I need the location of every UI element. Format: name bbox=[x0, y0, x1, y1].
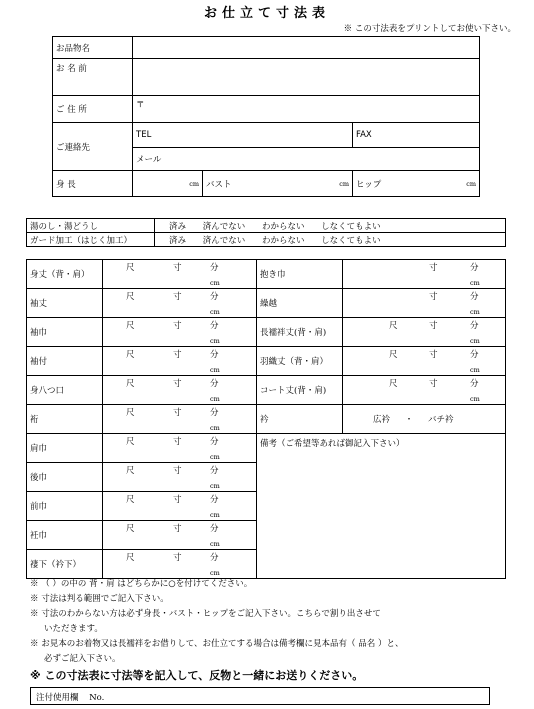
unit-shaku: 尺 bbox=[126, 524, 135, 534]
product-name-label: お品物名 bbox=[53, 37, 133, 59]
unit-sun: 寸 bbox=[173, 408, 182, 418]
height-unit: cm bbox=[189, 179, 199, 188]
office-no-label: No. bbox=[89, 693, 105, 703]
unit-cm: cm bbox=[470, 279, 480, 287]
remarks-area[interactable] bbox=[257, 434, 506, 579]
unit-sun: 寸 bbox=[173, 292, 182, 302]
page-title: お仕立て寸法表 bbox=[203, 6, 330, 21]
option-choices bbox=[155, 233, 506, 247]
bust-field[interactable] bbox=[283, 171, 353, 197]
unit-bu: 分 bbox=[210, 379, 219, 389]
unit-shaku: 尺 bbox=[389, 350, 398, 360]
product-name-field[interactable] bbox=[133, 37, 480, 59]
measure-field[interactable] bbox=[343, 260, 506, 289]
option-choice[interactable]: しなくてもよい bbox=[321, 221, 381, 232]
unit-cm: cm bbox=[210, 366, 220, 374]
unit-shaku: 尺 bbox=[126, 408, 135, 418]
footnote: 必ずご記入下さい。 bbox=[44, 654, 121, 664]
unit-sun: 寸 bbox=[173, 321, 182, 331]
measure-field[interactable] bbox=[103, 318, 257, 347]
footnote: ※ お見本のお着物又は長襦袢をお借りして、お仕立てする場合は備考欄に見本品有（ 品名 ）と、 bbox=[30, 639, 404, 649]
option-choice[interactable]: 済んでない bbox=[202, 221, 246, 232]
unit-cm: cm bbox=[470, 337, 480, 345]
name-label: お 名 前 bbox=[53, 59, 133, 96]
measure-field[interactable] bbox=[103, 405, 257, 434]
unit-cm: cm bbox=[470, 395, 480, 403]
collar-options bbox=[343, 405, 506, 434]
unit-cm: cm bbox=[210, 569, 220, 577]
unit-cm: cm bbox=[210, 424, 220, 432]
postal-mark: 〒 bbox=[136, 100, 145, 110]
measure-field[interactable] bbox=[343, 318, 506, 347]
unit-bu: 分 bbox=[470, 263, 479, 273]
unit-shaku: 尺 bbox=[126, 466, 135, 476]
unit-sun: 寸 bbox=[429, 379, 438, 389]
fax-field[interactable] bbox=[353, 123, 480, 148]
measure-label: コート丈(背・肩) bbox=[257, 376, 343, 405]
unit-shaku: 尺 bbox=[126, 437, 135, 447]
measure-label: 衽巾 bbox=[27, 521, 103, 550]
unit-bu: 分 bbox=[210, 321, 219, 331]
option-choice[interactable]: 済み bbox=[169, 235, 187, 246]
footnote: いただきます。 bbox=[44, 624, 103, 634]
address-field[interactable] bbox=[133, 96, 480, 123]
mail-label: メール bbox=[136, 155, 162, 165]
hip-unit: cm bbox=[466, 179, 476, 188]
measure-field[interactable] bbox=[103, 289, 257, 318]
unit-cm: cm bbox=[210, 482, 220, 490]
unit-bu: 分 bbox=[470, 379, 479, 389]
collar-label: 衿 bbox=[257, 405, 343, 434]
unit-bu: 分 bbox=[210, 437, 219, 447]
option-choice[interactable]: 済んでない bbox=[202, 235, 246, 246]
measure-label: 袖丈 bbox=[27, 289, 103, 318]
footnote: ※ 寸法のわからない方は必ず身長・バスト・ヒップをご記入下さい。こちらで割り出させて bbox=[30, 609, 381, 619]
option-label: ガード加工（はじく加工） bbox=[27, 233, 155, 247]
tel-field[interactable] bbox=[133, 123, 353, 148]
tel-label: TEL bbox=[136, 130, 152, 140]
send-instruction: ※ この寸法表に寸法等を記入して、反物と一緒にお送りください。 bbox=[30, 669, 364, 682]
unit-bu: 分 bbox=[210, 495, 219, 505]
unit-cm: cm bbox=[210, 395, 220, 403]
measure-field[interactable] bbox=[103, 521, 257, 550]
unit-sun: 寸 bbox=[429, 263, 438, 273]
hip-label: ヒップ bbox=[353, 171, 423, 197]
height-field[interactable] bbox=[133, 171, 203, 197]
measure-label: 裄 bbox=[27, 405, 103, 434]
unit-shaku: 尺 bbox=[126, 379, 135, 389]
measure-field[interactable] bbox=[103, 550, 257, 579]
unit-bu: 分 bbox=[470, 321, 479, 331]
measure-field[interactable] bbox=[103, 260, 257, 289]
bust-label: バスト bbox=[203, 171, 283, 197]
print-note: ※ この寸法表をプリントしてお使い下さい。 bbox=[343, 24, 516, 34]
unit-cm: cm bbox=[210, 511, 220, 519]
measure-field[interactable] bbox=[343, 289, 506, 318]
measure-label: 抱き巾 bbox=[257, 260, 343, 289]
unit-shaku: 尺 bbox=[126, 263, 135, 273]
option-choices bbox=[155, 219, 506, 233]
height-label: 身 長 bbox=[53, 171, 133, 197]
option-label: 湯のし・湯どうし bbox=[27, 219, 155, 233]
unit-shaku: 尺 bbox=[126, 292, 135, 302]
measure-label: 身丈（背・肩） bbox=[27, 260, 103, 289]
unit-shaku: 尺 bbox=[389, 379, 398, 389]
unit-sun: 寸 bbox=[173, 263, 182, 273]
unit-shaku: 尺 bbox=[126, 495, 135, 505]
measurement-table bbox=[26, 259, 506, 579]
measure-label: 羽織丈（背・肩） bbox=[257, 347, 343, 376]
unit-bu: 分 bbox=[210, 553, 219, 563]
unit-bu: 分 bbox=[210, 263, 219, 273]
unit-shaku: 尺 bbox=[126, 321, 135, 331]
remarks-label: 備考（ご希望等あれば御記入下さい） bbox=[260, 439, 405, 449]
option-choice[interactable]: 済み bbox=[169, 221, 187, 232]
unit-sun: 寸 bbox=[173, 350, 182, 360]
measure-label: 後巾 bbox=[27, 463, 103, 492]
measure-field[interactable] bbox=[343, 347, 506, 376]
collar-choice-bachi[interactable]: バチ衿 bbox=[427, 415, 454, 425]
measure-label: 長襦袢丈(背・肩) bbox=[257, 318, 343, 347]
measure-label: 前巾 bbox=[27, 492, 103, 521]
unit-sun: 寸 bbox=[173, 466, 182, 476]
measure-field[interactable] bbox=[343, 376, 506, 405]
options-table bbox=[26, 218, 506, 247]
unit-cm: cm bbox=[210, 337, 220, 345]
footnote: ※ （ ）の中の 背・肩 はどちらかに○を付けてください。 bbox=[30, 579, 253, 589]
contact-label: ご連絡先 bbox=[53, 123, 133, 171]
office-use-box bbox=[30, 687, 490, 705]
unit-sun: 寸 bbox=[429, 350, 438, 360]
unit-shaku: 尺 bbox=[389, 321, 398, 331]
customer-info-table bbox=[52, 36, 480, 197]
measure-label: 繰越 bbox=[257, 289, 343, 318]
unit-sun: 寸 bbox=[173, 437, 182, 447]
unit-bu: 分 bbox=[210, 292, 219, 302]
name-field[interactable] bbox=[133, 59, 480, 96]
unit-shaku: 尺 bbox=[126, 350, 135, 360]
measure-field[interactable] bbox=[103, 434, 257, 463]
measure-label: 肩巾 bbox=[27, 434, 103, 463]
unit-sun: 寸 bbox=[429, 292, 438, 302]
unit-cm: cm bbox=[210, 453, 220, 461]
footnote: ※ 寸法は判る範囲でご記入下さい。 bbox=[30, 594, 169, 604]
unit-bu: 分 bbox=[210, 524, 219, 534]
unit-sun: 寸 bbox=[429, 321, 438, 331]
office-use-label: 注付使用欄 bbox=[36, 693, 79, 703]
bust-unit: cm bbox=[339, 179, 349, 188]
collar-choice-wide[interactable]: 広衿 bbox=[373, 415, 391, 425]
address-label: ご 住 所 bbox=[53, 96, 133, 123]
unit-cm: cm bbox=[210, 540, 220, 548]
unit-bu: 分 bbox=[470, 292, 479, 302]
unit-cm: cm bbox=[470, 308, 480, 316]
option-choice[interactable]: わからない bbox=[261, 221, 305, 232]
mail-field[interactable] bbox=[133, 148, 480, 171]
option-choice[interactable]: しなくてもよい bbox=[321, 235, 381, 246]
measure-label: 袖付 bbox=[27, 347, 103, 376]
collar-separator: ・ bbox=[404, 415, 414, 425]
unit-bu: 分 bbox=[210, 350, 219, 360]
unit-shaku: 尺 bbox=[126, 553, 135, 563]
measure-field[interactable] bbox=[103, 347, 257, 376]
measure-label: 身八つ口 bbox=[27, 376, 103, 405]
unit-bu: 分 bbox=[210, 466, 219, 476]
unit-sun: 寸 bbox=[173, 553, 182, 563]
unit-bu: 分 bbox=[470, 350, 479, 360]
unit-cm: cm bbox=[210, 279, 220, 287]
unit-sun: 寸 bbox=[173, 379, 182, 389]
measure-field[interactable] bbox=[103, 376, 257, 405]
unit-bu: 分 bbox=[210, 408, 219, 418]
option-choice[interactable]: わからない bbox=[261, 235, 305, 246]
unit-cm: cm bbox=[470, 366, 480, 374]
hip-field[interactable] bbox=[423, 171, 480, 197]
measure-label: 褄下（衿下） bbox=[27, 550, 103, 579]
fax-label: FAX bbox=[356, 130, 372, 140]
measure-label: 袖巾 bbox=[27, 318, 103, 347]
unit-cm: cm bbox=[210, 308, 220, 316]
measure-field[interactable] bbox=[103, 492, 257, 521]
unit-sun: 寸 bbox=[173, 495, 182, 505]
unit-sun: 寸 bbox=[173, 524, 182, 534]
measure-field[interactable] bbox=[103, 463, 257, 492]
